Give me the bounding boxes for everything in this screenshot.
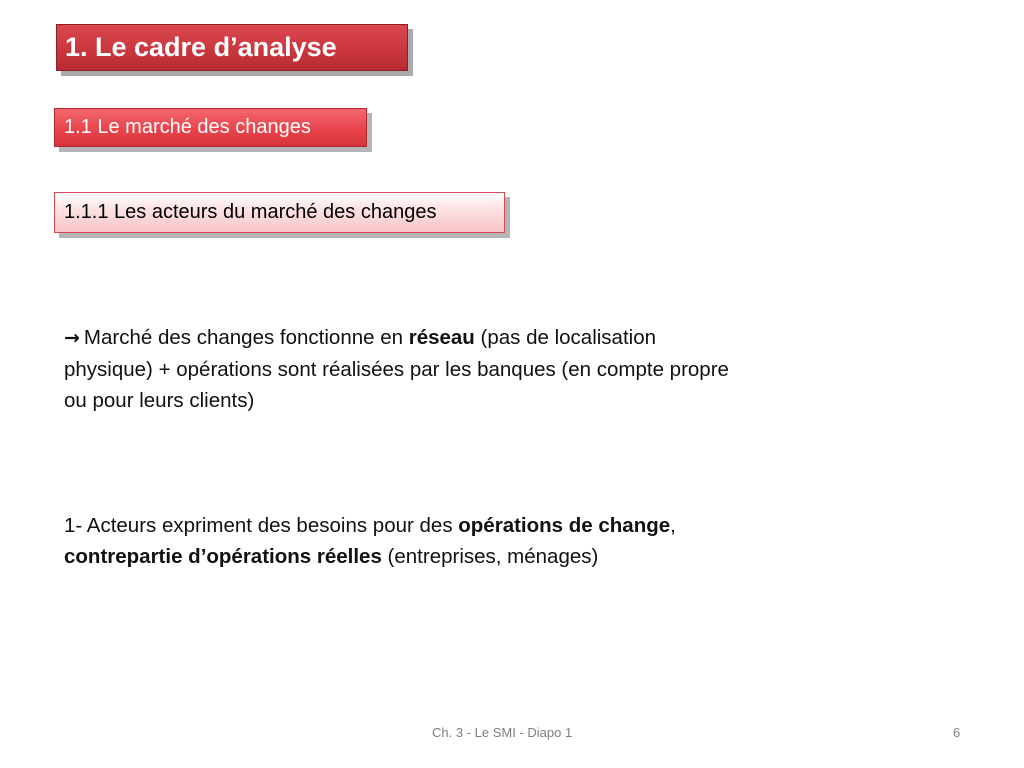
paragraph-network-text-start: Marché des changes fonctionne en [83,326,409,349]
paragraph-actors-comma: , [670,514,676,537]
paragraph-actors-suffix: (entreprises, ménages) [381,545,599,568]
paragraph-network-line3: ou pour leurs clients) [64,389,255,412]
paragraph-network-bold-reseau: réseau [408,326,475,349]
paragraph-actors-prefix: 1- Acteurs expriment des besoins pour des [64,514,459,537]
paragraph-actors [64,510,844,572]
footer-caption: Ch. 3 - Le SMI - Diapo 1 [432,725,573,740]
paragraph-network-text-end: (pas de localisation [474,326,657,349]
paragraph-actors-bold-contrepartie: contrepartie d’opérations réelles [64,545,382,568]
section-subsubtitle: 1.1.1 Les acteurs du marché des changes [54,192,505,233]
paragraph-actors-bold-operations: opérations de change [458,514,671,537]
slide-title: 1. Le cadre d’analyse [56,24,408,71]
section-subtitle: 1.1 Le marché des changes [54,108,367,147]
paragraph-network-line2: physique) + opérations sont réalisées par les banques (en compte propre [64,358,729,381]
paragraph-network [64,322,844,416]
right-arrow-icon: → [64,327,80,349]
slide-number: 6 [953,725,961,740]
